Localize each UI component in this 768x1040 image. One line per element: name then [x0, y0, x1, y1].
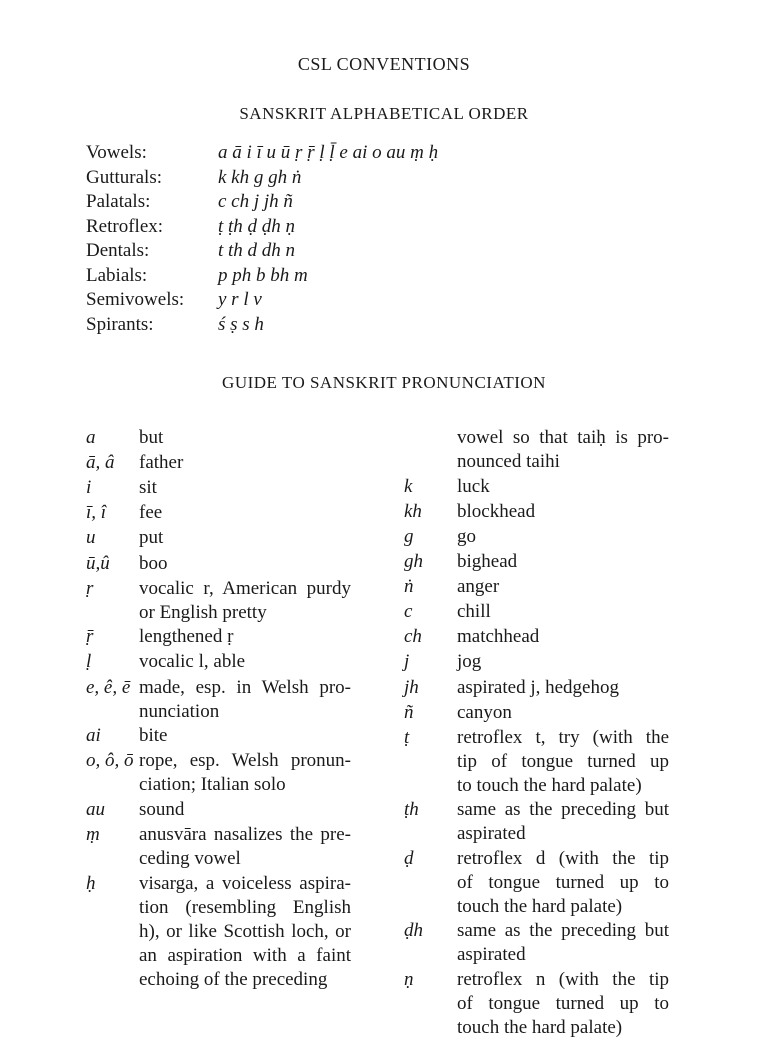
entry-description-line: jog: [457, 651, 482, 673]
entry-symbol: jh: [404, 676, 419, 698]
entry-description: [139, 676, 351, 724]
entry-description: [139, 577, 351, 625]
entry-description: [139, 526, 351, 550]
entry-description-line: nunciation: [139, 700, 220, 722]
entry-symbol: ṃ: [86, 824, 100, 846]
entry-symbol: ai: [86, 725, 101, 747]
entry-description-line: rope, esp. Welsh pronun-: [139, 750, 351, 772]
entry-symbol: ḍh: [404, 920, 423, 941]
entry-symbol: ḷ: [86, 651, 92, 673]
entry-description-line: anusvāra nasalizes the pre-: [139, 824, 351, 846]
entry-description-line: sound: [139, 799, 185, 820]
entry-description-line: sit: [139, 477, 157, 499]
alphabet-row-letters: y r l v: [218, 289, 262, 310]
entry-description-line: ciation; Italian solo: [139, 774, 286, 796]
entry-description-line: touch the hard palate): [457, 1016, 623, 1038]
entry-description-line: bighead: [457, 551, 518, 572]
entry-description: [457, 968, 669, 1040]
pronunciation-heading: GUIDE TO SANSKRIT PRONUNCIATION: [222, 373, 546, 392]
entry-description-line: of tongue turned up to: [457, 992, 669, 1014]
entry-description-line: aspirated: [457, 823, 526, 844]
entry-symbol: ā, â: [86, 452, 115, 474]
entry-description-line: lengthened ṛ: [139, 626, 234, 648]
entry-symbol: ṝ: [86, 626, 94, 648]
entry-description-line: an aspiration with a faint: [139, 944, 351, 966]
entry-symbol: o, ô, ō: [86, 750, 134, 772]
entry-description-line: vocalic l, able: [139, 651, 246, 673]
entry-description-line: put: [139, 527, 164, 549]
entry-description: [457, 726, 669, 798]
alphabet-row-label: Vowels:: [86, 142, 147, 163]
page-title: CSL CONVENTIONS: [297, 54, 471, 74]
entry-description: [139, 501, 351, 525]
entry-description-line: father: [139, 452, 184, 474]
entry-description-line: bite: [139, 725, 168, 747]
entry-description: [139, 798, 351, 822]
alphabet-row-label: Semivowels:: [86, 289, 185, 310]
entry-description-line: retroflex n (with the tip: [457, 968, 669, 990]
entry-description: [457, 625, 669, 649]
alphabet-row-label: Spirants:: [86, 313, 154, 335]
entry-description: [457, 550, 669, 574]
entry-description: [457, 676, 669, 700]
alphabet-row-letters: t th d dh n: [218, 240, 296, 261]
entry-description-line: echoing of the preceding: [139, 968, 328, 990]
alphabet-row-letters: a ā i ī u ū ṛ ṝ ḷ ḹ e ai o au ṃ ḥ: [218, 142, 439, 163]
entry-symbol: ñ: [404, 701, 414, 723]
entry-description: [457, 475, 669, 499]
entry-description-line: anger: [457, 576, 500, 598]
alphabet-row-letters: ṭ ṭh ḍ ḍh ṇ: [218, 215, 296, 237]
continuation-line: nounced taihi: [457, 450, 560, 472]
entry-description: [457, 575, 669, 599]
entry-description-line: retroflex t, try (with the: [457, 726, 669, 748]
alphabet-row-label: Labials:: [86, 264, 148, 286]
entry-symbol: ṭ: [404, 726, 410, 748]
entry-description: [139, 823, 351, 871]
entry-description-line: of tongue turned up to: [457, 871, 669, 893]
entry-description-line: go: [457, 525, 476, 547]
entry-description: [457, 525, 669, 549]
entry-symbol: ḍ: [404, 847, 414, 869]
entry-symbol: gh: [404, 551, 423, 572]
alphabet-row-letters: c ch j jh ñ: [218, 191, 293, 212]
entry-symbol: ṭh: [404, 799, 419, 820]
entry-description: [139, 749, 351, 797]
entry-description-line: fee: [139, 502, 163, 524]
entry-description: [457, 701, 669, 725]
entry-symbol: kh: [404, 500, 422, 522]
entry-description-line: same as the preceding but: [457, 799, 669, 820]
entry-description: [457, 500, 669, 524]
entry-symbol: k: [404, 475, 413, 497]
entry-symbol: ch: [404, 626, 422, 648]
entry-symbol: ū,û: [86, 552, 110, 574]
entry-symbol: g: [404, 525, 414, 547]
entry-symbol: ṇ: [404, 968, 414, 990]
entry-description: [139, 650, 351, 674]
entry-description-line: chill: [457, 601, 491, 623]
entry-description: [139, 426, 351, 450]
entry-symbol: ṛ: [86, 577, 94, 599]
alphabet-row-letters: p ph b bh m: [218, 264, 308, 286]
entry-description-line: aspirated: [457, 944, 526, 965]
entry-symbol: i: [86, 477, 92, 499]
entry-description: [457, 798, 669, 846]
alphabet-row-letters: k kh g gh ṅ: [218, 166, 302, 188]
entry-description-line: made, esp. in Welsh pro-: [139, 676, 351, 698]
entry-symbol: au: [86, 799, 105, 820]
entry-description-line: matchhead: [457, 626, 540, 648]
entry-symbol: ḥ: [86, 872, 96, 894]
entry-description: [139, 724, 351, 748]
entry-description-line: blockhead: [457, 500, 536, 522]
entry-symbol: ī, î: [86, 502, 107, 524]
entry-description: [139, 872, 351, 992]
entry-description: [457, 650, 669, 674]
alphabet-heading: SANSKRIT ALPHABETICAL ORDER: [239, 104, 529, 123]
entry-description-line: touch the hard palate): [457, 895, 623, 917]
entry-description-line: luck: [457, 475, 490, 497]
entry-description-line: retroflex d (with the tip: [457, 847, 669, 869]
entry-description-line: canyon: [457, 701, 512, 723]
alphabet-row-label: Dentals:: [86, 240, 150, 261]
alphabet-row-label: Retroflex:: [86, 215, 164, 237]
entry-description-line: aspirated j, hedgehog: [457, 676, 619, 698]
entry-description-line: tion (resembling English: [139, 896, 351, 918]
entry-description: [139, 476, 351, 500]
entry-description: [139, 552, 351, 576]
entry-description: [457, 847, 669, 919]
entry-description: [139, 451, 351, 475]
entry-description-line: ceding vowel: [139, 848, 241, 870]
alphabet-row-letters: ś ṣ s h: [218, 313, 264, 335]
entry-description: [457, 600, 669, 624]
entry-description: [139, 625, 351, 649]
entry-description: [457, 919, 669, 967]
alphabet-row-label: Gutturals:: [86, 166, 162, 188]
entry-description-line: visarga, a voiceless aspira-: [139, 872, 351, 894]
entry-description-line: to touch the hard palate): [457, 774, 642, 796]
entry-description-line: or English pretty: [139, 601, 267, 623]
entry-description-line: tip of tongue turned up: [457, 750, 669, 772]
entry-symbol: c: [404, 601, 413, 623]
entry-symbol: ṅ: [404, 576, 414, 598]
alphabet-row-label: Palatals:: [86, 191, 151, 212]
entry-symbol: e, ê, ē: [86, 676, 131, 698]
entry-symbol: a: [86, 427, 96, 448]
entry-description-line: but: [139, 427, 164, 448]
entry-symbol: j: [404, 651, 410, 673]
entry-description-line: boo: [139, 552, 168, 574]
entry-symbol: u: [86, 527, 96, 549]
entry-description-line: h), or like Scottish loch, or: [139, 920, 351, 942]
entry-description-line: vocalic r, American purdy: [139, 577, 351, 599]
entry-description-line: same as the preceding but: [457, 920, 669, 941]
continuation-line: vowel so that taiḥ is pro-: [457, 427, 669, 448]
